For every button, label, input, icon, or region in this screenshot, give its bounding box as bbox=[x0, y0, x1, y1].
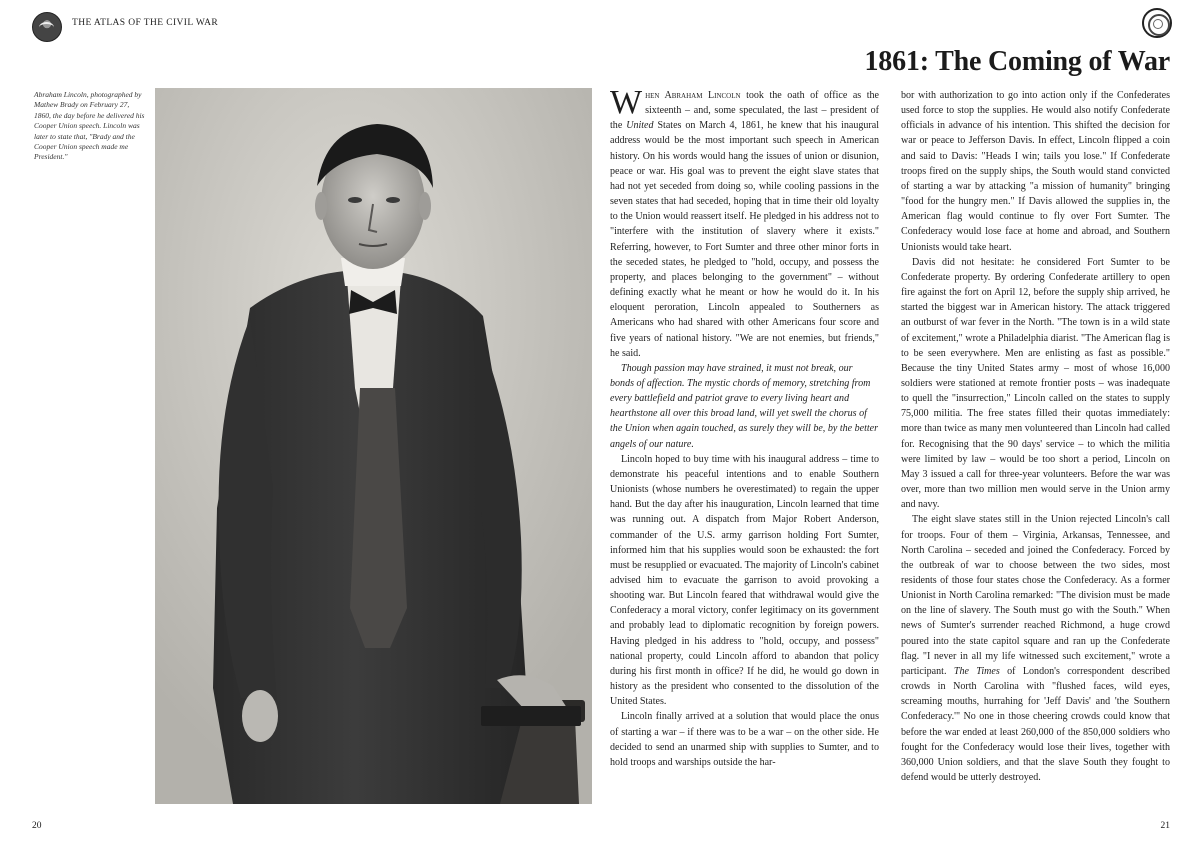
lincoln-portrait-illustration bbox=[155, 88, 592, 804]
paragraph: Lincoln hoped to buy time with his inaugural address – time to demonstrate his peaceful intentions and to enable Southern Unionists (whose numbers he overestimated) to regain the upper hand. But the day after his inauguration, Lincoln learned that time was running out. A dispatch from Major Robert Anderson, commander of the U.S. army garrison holding Fort Sumter, informed him that his supplies would soon be exhausted: the fort must be resupplied or evacuated. The majority of Lincoln's cabinet advised him to evacuate the garrison to avoid provoking a shooting war. But Lincoln feared that withdrawal would give the Confederacy a moral victory, confer legitimacy on its government and probably lead to diplomatic recognition by foreign powers. Having pledged in his address to "hold, occupy, and possess" national property, could Lincoln afford to abandon that policy during his first month in office? If he did, he would go down in history as the president who consented to the dissolution of the United States. bbox=[610, 453, 879, 708]
lead-small-caps: hen Abraham Lincoln bbox=[645, 90, 741, 101]
eagle-emblem-icon bbox=[32, 12, 62, 42]
photo-caption: Abraham Lincoln, photographed by Mathew Brady on February 27, 1860, the day before he delivered his Cooper Union speech. Lincoln was later to state that, "Brady and the Cooper Union speech made me President." bbox=[34, 90, 145, 162]
inaugural-quote: Though passion may have strained, it must not break, our bonds of affection. The mystic chords of memory, stretching from every battlefield and patriot grave to every living heart and hearthstone all over this broad land, will yet swell the chorus of the Union when again touched, as surely they will be, by the better angels of our nature. bbox=[610, 362, 879, 450]
lincoln-portrait-photo bbox=[155, 88, 592, 804]
drop-cap: W bbox=[610, 84, 643, 121]
running-header: THE ATLAS OF THE CIVIL WAR bbox=[72, 18, 219, 28]
paragraph: Lincoln finally arrived at a solution that would place the onus of starting a war – if there was to be a war – on the other side. He decided to send an unarmed ship with supplies to Sumter, and to hold troops and warships outside the har- bbox=[610, 711, 879, 768]
text-column-1 bbox=[610, 84, 879, 770]
text-run: States on March 4, 1861, he knew that his inaugural address would be the most important such speech in American history. On his words would hang the issues of union or disunion, peace or war. His goal was to prevent the eight slave states that had not yet seceded from doing so, while cooling passions in the seven states that had seceded, hoping that in time their old loyalty to the Union would reassert itself. He pledged in his address not to "interfere with the institution of slavery where it exists." Referring, however, to Fort Sumter and three other minor forts in the seceded states, he pledged to "hold, occupy, and possess the property, and places belonging to the government" – without defining exactly what he meant or how he would do it. In his eloquent peroration, Lincoln appealed to Southerners as Americans who had shared with other Americans four score and five years of national history. "We are not enemies, but friends," he said. bbox=[610, 120, 879, 359]
chapter-title: 1861: The Coming of War bbox=[864, 46, 1170, 77]
paragraph bbox=[901, 512, 1170, 785]
text-run: took the oath of office as the sixteenth – and, some speculated, the last – president of the bbox=[610, 90, 879, 132]
page-number-left: 20 bbox=[32, 821, 42, 831]
paragraph: bor with authorization to go into action only if the Confederates used force to stop the supplies. He would also notify Confederate officials in advance of his intention. This shifted the decision for war or peace to Jefferson Davis. In effect, Lincoln flipped a coin and said to Davis: "Heads I win; tails you lose." If Confederate troops fired on the supply ships, the South would stand convicted of starting a war by attacking "a mission of humanity" bringing "food for the hungry men." If Davis allowed the supplies in, the American flag would continue to fly over Fort Sumter. The Confederacy would lose face at home and abroad, and Southern Unionists would take heart. bbox=[901, 90, 1170, 253]
chapter-seal-icon bbox=[1142, 8, 1172, 38]
text-run: The eight slave states still in the Union rejected Lincoln's call for troops. Four of them – Virginia, Arkansas, Tennessee, and North Carolina – seceded and joined the Confederacy. Forced by the outbreak of war to choose between the two sides, most residents of those four states chose the Confederacy. As a former Unionist in North Carolina remarked: "The division must be made on the line of slavery. The South must go with the South." When news of Sumter's surrender reached Richmond, a huge crowd poured into the state capitol square and ran up the Confederate flag. "I never in all my life witnessed such excitement," wrote a participant. bbox=[901, 514, 1170, 677]
text-run-italic: United bbox=[626, 120, 654, 132]
text-run-italic: The Times bbox=[953, 665, 1000, 677]
text-run: of London's correspondent described crowds in North Carolina with "flushed faces, wild eyes, screaming mouths, hurrahing for 'Jeff Davis' and 'the Southern Confederacy.'" No one in those cheering crowds could know that before the war ended at least 260,000 of the 850,000 soldiers who fought for the Confederacy would lose their lives, together with 360,000 Union soldiers, and that the slave South they fought to defend would be utterly destroyed. bbox=[901, 665, 1171, 784]
paragraph bbox=[610, 84, 879, 361]
text-column-2 bbox=[901, 88, 1170, 785]
paragraph: Davis did not hesitate: he considered Fort Sumter to be Confederate property. By ordering Confederate artillery to open fire against the fort on April 12, before the supply ship arrived, he started the biggest war in American history. The attack triggered an outburst of war fever in the North. "The town is in a wild state of excitement," wrote a Philadelphia diarist. "The American flag is to be seen everywhere. Men are enlisting as fast as possible." Because the tiny United States army – most of whose 16,000 soldiers were stationed at remote frontier posts – was inadequate to quell the "insurrection," Lincoln called on the states to supply 75,000 militia. The free states filled their quotas immediately: more than twice as many men volunteered than Lincoln had called for. Recognising that the 90 days' service – to which the militia were limited by law – would be too short a period, Lincoln on May 3 issued a call for three-year volunteers. Before the war was over, more than two million men would serve in the Union army and navy. bbox=[901, 256, 1170, 511]
page-number-right: 21 bbox=[1160, 821, 1170, 831]
